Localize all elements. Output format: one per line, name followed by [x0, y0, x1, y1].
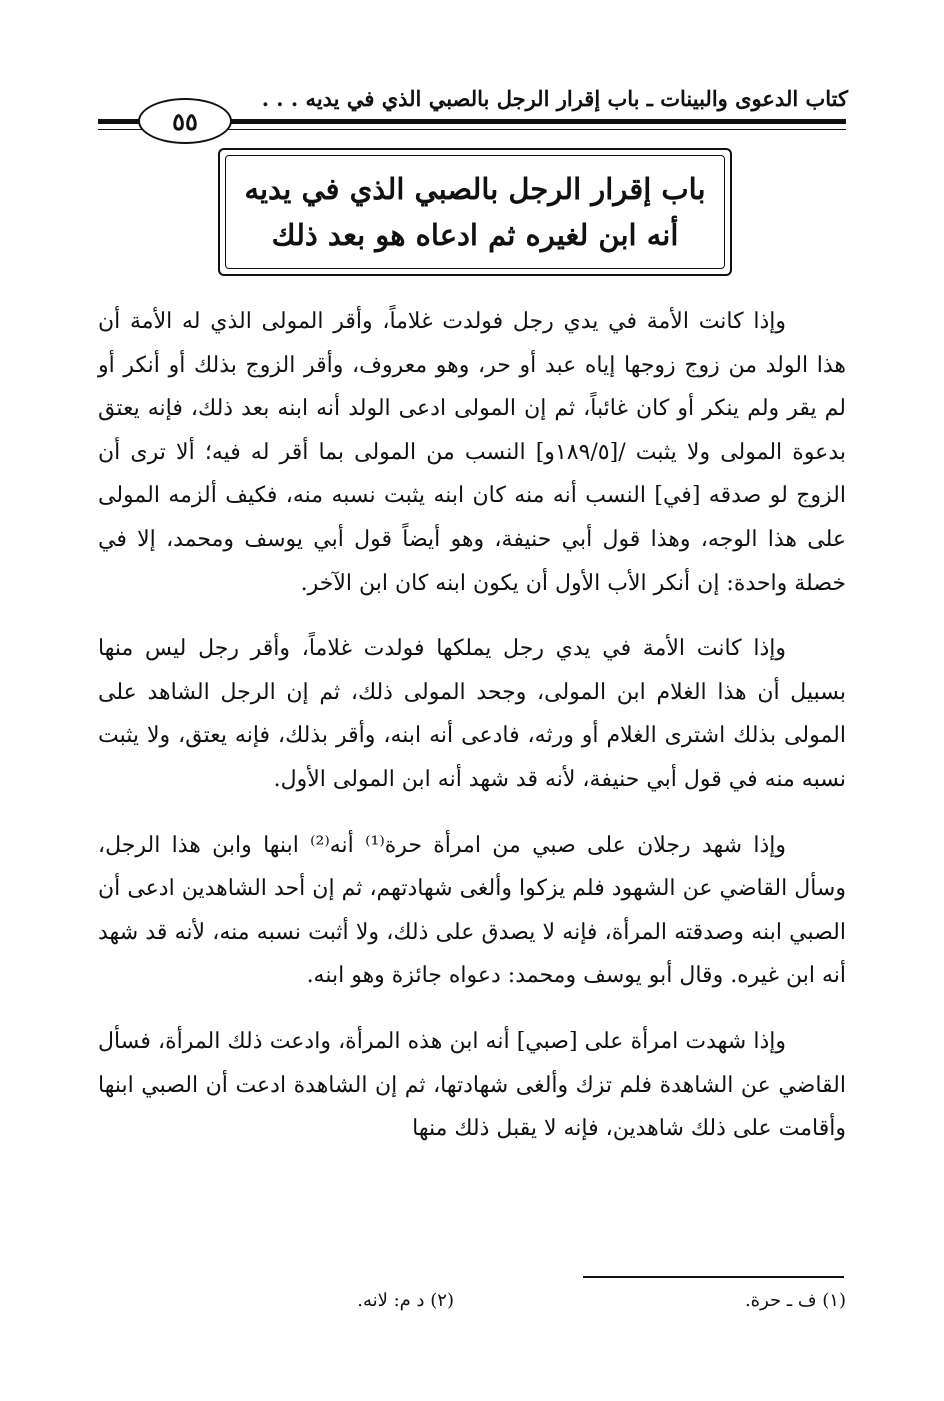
footnote-separator — [583, 1276, 844, 1278]
chapter-title-line-2: أنه ابن لغيره ثم ادعاه هو بعد ذلك — [271, 218, 679, 252]
page-number: ٥٥ — [172, 106, 198, 136]
page-number-badge — [138, 98, 232, 144]
chapter-title-inner — [225, 155, 725, 269]
running-head: كتاب الدعوى والبينات ـ باب إقرار الرجل بالصبي الذي في يديه . . . — [261, 86, 848, 111]
paragraph: وإذا شهدت امرأة على [صبي] أنه ابن هذه المرأة، وادعت ذلك المرأة، فسأل القاضي عن الشاهدة فلم تزك وألغى شهادتها، ثم إن الشاهدة ادعت أن الصبي ابنها وأقامت على ذلك شاهدين، فإنه لا يقبل ذلك منها — [98, 1028, 846, 1142]
footnotes — [98, 1290, 846, 1330]
paragraph: وإذا شهد رجلان على صبي من امرأة حرة⁽¹⁾ أنه⁽²⁾ ابنها وابن هذا الرجل، وسأل القاضي عن الشهود فلم يزكوا وألغى شهادتهم، ثم إن أحد الشاهدين ادعى أن الصبي ابنه وصدقته المرأة، فإنه لا يصدق على ذلك، ولا أثبت نسبه منه، لأنه قد شهد أنه ابن غيره. وقال أبو يوسف ومحمد: دعواه جائزة وهو ابنه. — [98, 832, 846, 989]
paragraph: وإذا كانت الأمة في يدي رجل فولدت غلاماً، وأقر المولى الذي له الأمة أن هذا الولد من زوج زوجها إياه عبد أو حر، وهو معروف، وأقر الزوج بذلك أو أنكر أو لم يقر ولم ينكر أو كان غائباً، ثم إن المولى ادعى الولد أنه ابنه بعد ذلك، فإنه يعتق بدعوة المولى ولا يثبت /[١٨٩/٥و] النسب من المولى بما أقر له فيه؛ ألا ترى أن الزوج لو صدقه [في] النسب أنه منه كان ابنه يثبت نسبه منه، فكيف ألزمه المولى على هذا الوجه، وهذا قول أبي حنيفة، وهو أيضاً قول أبي يوسف ومحمد، إلا في خصلة واحدة: إن أنكر الأب الأول أن يكون ابنه كان ابن الآخر. — [98, 309, 846, 596]
paragraph: وإذا كانت الأمة في يدي رجل يملكها فولدت غلاماً، وأقر رجل ليس منها بسبيل أن هذا الغلام ابن المولى، وجحد المولى ذلك، ثم إن الرجل الشاهد على المولى بذلك اشترى الغلام أو ورثه، فادعى أنه ابنه، وأقر بذلك، فإنه يعتق، ولا يثبت نسبه منه في قول أبي حنيفة، لأنه قد شهد أنه ابن المولى الأول. — [98, 636, 846, 792]
footnote-2: (٢) د م: لانه. — [357, 1290, 454, 1311]
body-text — [98, 300, 846, 1173]
footnote-1: (١) ف ـ حرة. — [744, 1290, 846, 1311]
chapter-title-line-1: باب إقرار الرجل بالصبي الذي في يديه — [244, 172, 706, 206]
chapter-title-box — [218, 148, 732, 276]
